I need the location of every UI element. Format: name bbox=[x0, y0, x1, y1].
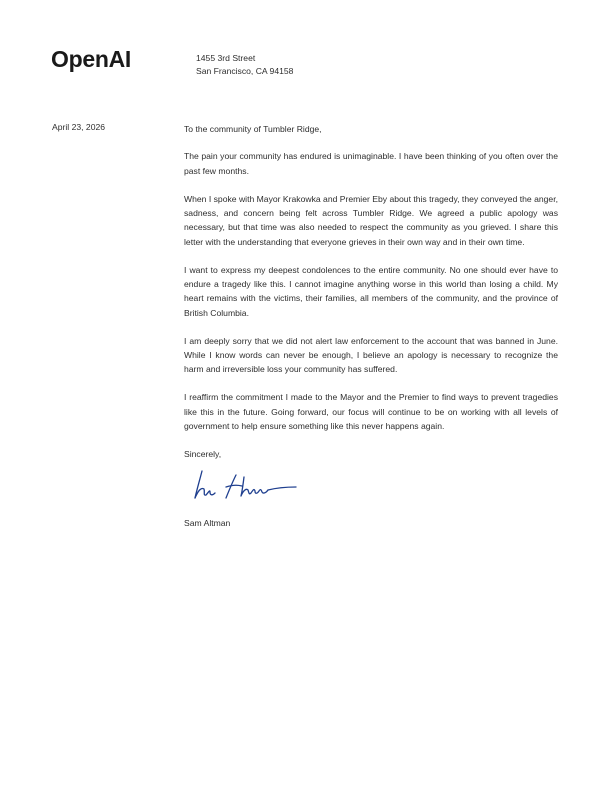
paragraph-5: I reaffirm the commitment I made to the Mayor and the Premier to find ways to prevent tragedies like this in the future. Going forward, our focus will continue to be on working with all levels of government to help ensure something like this never happens again. bbox=[184, 392, 558, 432]
letter-body bbox=[184, 122, 558, 531]
signer-name: Sam Altman bbox=[184, 518, 231, 529]
letter-date: April 23, 2026 bbox=[52, 122, 106, 132]
address-city: San Francisco, CA 94158 bbox=[196, 66, 294, 76]
handwritten-signature bbox=[188, 465, 308, 505]
paragraph-1: The pain your community has endured is unimaginable. I have been thinking of you often over the past few months. bbox=[184, 151, 558, 176]
company-address bbox=[196, 52, 293, 78]
closing: Sincerely, bbox=[184, 448, 222, 459]
paragraph-3: I want to express my deepest condolences to the entire community. No one should ever have to endure a tragedy like this. I cannot imagine anything worse in this world than losing a child. My heart remains with the victims, their families, all members of the community, and the province of British Columbia. bbox=[184, 264, 558, 318]
paragraph-2: When I spoke with Mayor Krakowka and Premier Eby about this tragedy, they conveyed the anger, sadness, and concern being felt across Tumbler Ridge. We agreed a public apology was necessary, but that time was also needed to respect the community as you grieved. I share this letter with the understanding that everyone grieves in their own way and in their own time. bbox=[184, 193, 558, 247]
openai-logo: OpenAI bbox=[51, 46, 131, 72]
salutation: To the community of Tumbler Ridge, bbox=[184, 124, 322, 134]
paragraph-4: I am deeply sorry that we did not alert law enforcement to the account that was banned in June. While I know words can never be enough, I believe an apology is necessary to recognize the harm and irreversible loss your community has suffered. bbox=[184, 335, 558, 375]
address-street: 1455 3rd Street bbox=[196, 53, 256, 63]
